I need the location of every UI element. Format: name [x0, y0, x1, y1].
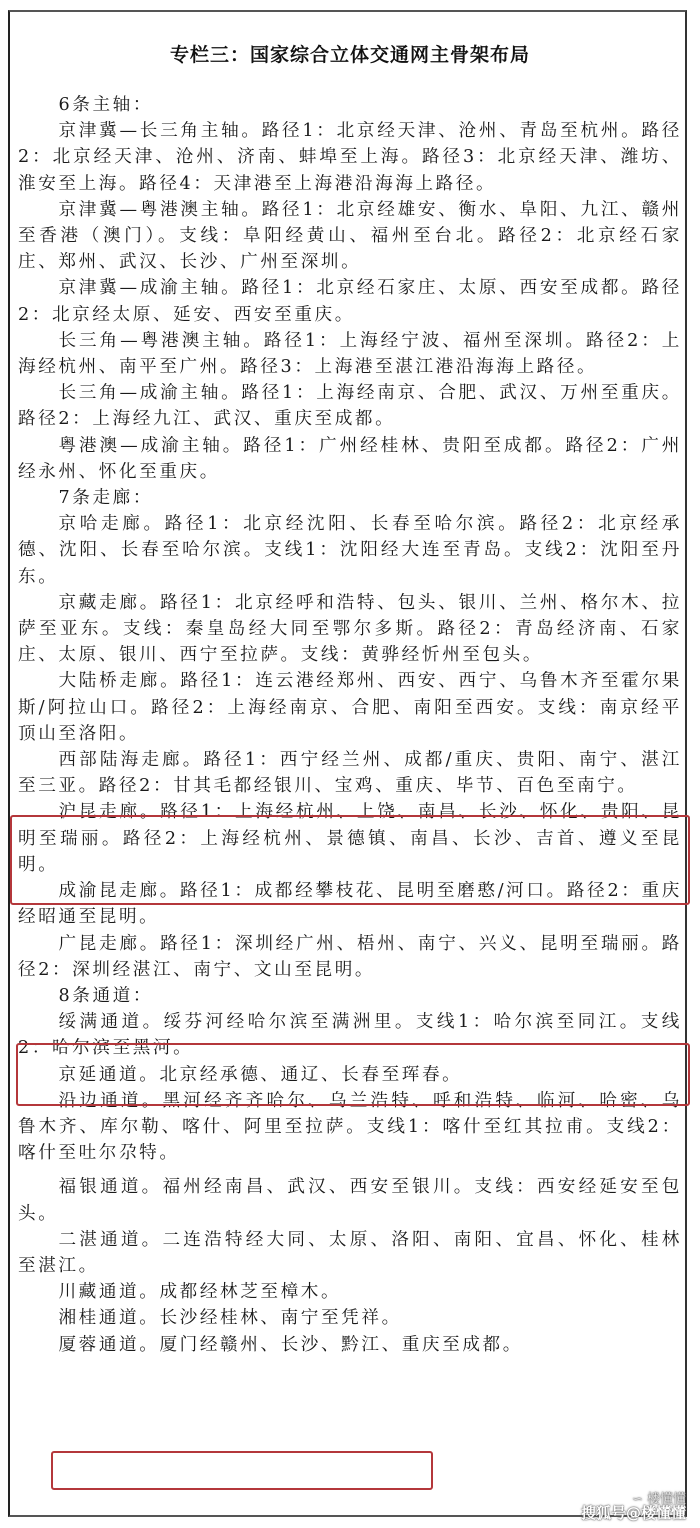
paragraph-corridor-3: 大陆桥走廊。路径1：连云港经郑州、西安、西宁、乌鲁木齐至霍尔果斯/阿拉山口。路径2：上海经南京、合肥、南阳至西安。支线：南京经平顶山至洛阳。	[18, 671, 682, 744]
paragraph-channel-6: 川藏通道。成都经林芝至樟木。	[58, 1282, 342, 1303]
section-heading-main-axes: 6条主轴：	[58, 95, 154, 115]
paragraph-channel-3: 沿边通道。黑河经齐齐哈尔、乌兰浩特、呼和浩特、临河、哈密、乌鲁木齐、库尔勒、喀什、阿里至拉萨。支线1：喀什至红其拉甫。支线2：喀什至吐尔尕特。	[18, 1090, 682, 1164]
paragraph-axis-1: 京津冀—长三角主轴。路径1：北京经天津、沧州、青岛至杭州。路径2：北京经天津、沧州、济南、蚌埠至上海。路径3：北京经天津、潍坊、淮安至上海。路径4：天津港至上海港沿海海上路径。	[18, 121, 682, 194]
paragraph-channel-1: 绥满通道。绥芬河经哈尔滨至满洲里。支线1：哈尔滨至同江。支线2：哈尔滨至黑河。	[18, 1012, 682, 1059]
section-heading-corridors: 7条走廊：	[58, 488, 154, 509]
document-title: 专栏三：国家综合立体交通网主骨架布局	[169, 44, 530, 66]
paragraph-axis-6: 粤港澳—成渝主轴。路径1：广州经桂林、贵阳至成都。路径2：广州经永州、怀化至重庆。	[18, 435, 682, 482]
paragraph-axis-3: 京津冀—成渝主轴。路径1：北京经石家庄、太原、西安至成都。路径2：北京经太原、延安、西安至重庆。	[18, 278, 682, 325]
paragraph-axis-5: 长三角—成渝主轴。路径1：上海经南京、合肥、武汉、万州至重庆。路径2：上海经九江、武汉、重庆至成都。	[18, 383, 682, 430]
document-body	[18, 92, 682, 1358]
paragraph-corridor-4: 西部陆海走廊。路径1：西宁经兰州、成都/重庆、贵阳、南宁、湛江至三亚。路径2：甘其毛都经银川、宝鸡、重庆、毕节、百色至南宁。	[18, 750, 682, 797]
paragraph-channel-7: 湘桂通道。长沙经桂林、南宁至凭祥。	[58, 1308, 402, 1329]
paragraph-axis-4: 长三角—粤港澳主轴。路径1：上海经宁波、福州至深圳。路径2：上海经杭州、南平至广州。路径3：上海港至湛江港沿海海上路径。	[18, 330, 682, 378]
paragraph-channel-8: 厦蓉通道。厦门经赣州、长沙、黔江、重庆至成都。	[58, 1334, 523, 1355]
watermark-author: ∽ 楼懂懂	[631, 1491, 686, 1507]
paragraph-channel-4: 福银通道。福州经南昌、武汉、西安至银川。支线：西安经延安至包头。	[18, 1177, 682, 1224]
paragraph-channel-5: 二湛通道。二连浩特经大同、太原、洛阳、南阳、宜昌、怀化、桂林至湛江。	[18, 1229, 682, 1276]
paragraph-channel-2: 京延通道。北京经承德、通辽、长春至珲春。	[58, 1064, 463, 1085]
watermark-source: 搜狐号@楼懂懂	[580, 1504, 686, 1523]
paragraph-corridor-6: 成渝昆走廊。路径1：成都经攀枝花、昆明至磨憨/河口。路径2：重庆经昭通至昆明。	[18, 881, 682, 928]
section-heading-channels: 8条通道：	[58, 985, 154, 1006]
paragraph-corridor-5: 沪昆走廊。路径1：上海经杭州、上饶、南昌、长沙、怀化、贵阳、昆明至瑞丽。路径2：上海经杭州、景德镇、南昌、长沙、吉首、遵义至昆明。	[18, 802, 682, 875]
paragraph-axis-2: 京津冀—粤港澳主轴。路径1：北京经雄安、衡水、阜阳、九江、赣州至香港（澳门）。支线：阜阳经黄山、福州至台北。路径2：北京经石家庄、郑州、武汉、长沙、广州至深圳。	[18, 199, 682, 273]
paragraph-corridor-7: 广昆走廊。路径1：深圳经广州、梧州、南宁、兴义、昆明至瑞丽。路径2：深圳经湛江、南宁、文山至昆明。	[18, 933, 682, 980]
paragraph-corridor-1: 京哈走廊。路径1：北京经沈阳、长春至哈尔滨。路径2：北京经承德、沈阳、长春至哈尔滨。支线1：沈阳经大连至青岛。支线2：沈阳至丹东。	[18, 514, 682, 587]
paragraph-corridor-2: 京藏走廊。路径1：北京经呼和浩特、包头、银川、兰州、格尔木、拉萨至亚东。支线：秦皇岛经大同至鄂尔多斯。路径2：青岛经济南、石家庄、太原、银川、西宁至拉萨。支线：黄骅经忻州至包头。	[18, 592, 682, 666]
watermark	[581, 1493, 686, 1522]
